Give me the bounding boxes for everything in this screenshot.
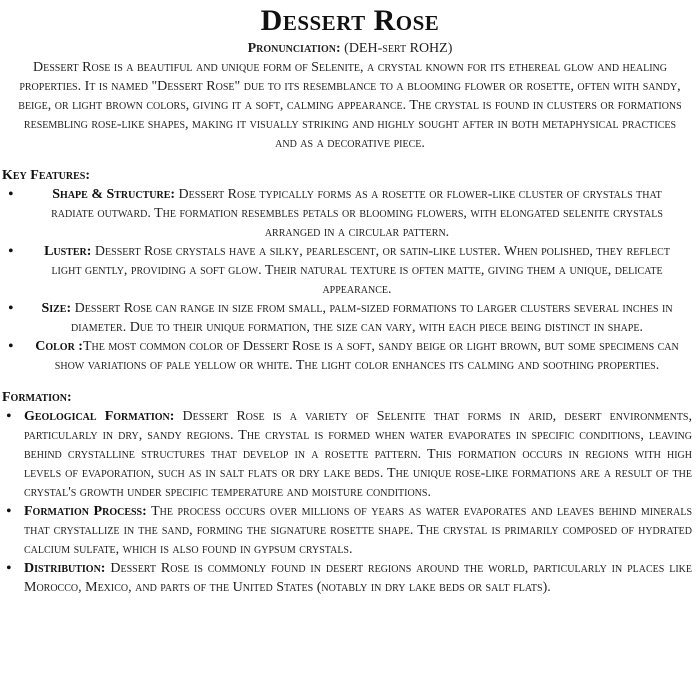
bullet-icon: •	[8, 243, 14, 260]
formation-text: The process occurs over millions of years as water evaporates and leaves behind minerals that crystallize in the sand, forming the signature rosette shape. The crystal is primarily composed of hydrated calcium sulfate, which is also found in gypsum crystals.	[24, 504, 693, 557]
bullet-icon: •	[6, 503, 12, 520]
formation-distribution	[6, 559, 692, 597]
formation-geological	[6, 407, 692, 502]
bullet-icon: •	[8, 338, 14, 355]
feature-text: Dessert Rose can range in size from small, palm-sized formations to larger clusters several inches in diameter. Due to their unique formation, the size can vary, with each piece being distinct in shape.	[71, 301, 673, 335]
formation-label: Geological Formation:	[24, 409, 175, 424]
intro-paragraph: Dessert Rose is a beautiful and unique form of Selenite, a crystal known for its ethereal glow and healing properties. It is named "Dessert Rose" due to its resemblance to a blooming flower or rosette, often with sandy, beige, or light brown colors, giving it a soft, calming appearance. The crystal is found in clusters or formations resembling rose-like shapes, making it visually striking and highly sought after in both metaphysical practices and as a decorative piece.	[18, 60, 682, 151]
formation-heading: Formation:	[2, 390, 72, 405]
pronunciation-label: Pronunciation:	[247, 41, 341, 56]
key-feature-luster	[8, 242, 684, 299]
formation-text: Dessert Rose is a variety of Selenite that forms in arid, desert environments, particularly in dry, sandy regions. The crystal is formed when water evaporates in specific conditions, leaving behind crystalline structures that develop in a rosette pattern. This formation occurs in regions with high levels of evaporation, such as in salt flats or dry lake beds. The unique rose-like formations are a result of the crystal's growth under specific temperature and moisture conditions.	[24, 409, 692, 500]
key-feature-shape-structure	[8, 185, 684, 242]
feature-text: The most common color of Dessert Rose is a soft, sandy beige or light brown, but some specimens can show variations of pale yellow or white. The light color enhances its calming and soothing properties.	[54, 339, 679, 373]
key-feature-color	[8, 337, 684, 375]
feature-text: Dessert Rose typically forms as a rosette or flower-like cluster of crystals that radiate outward. The formation resembles petals or blooming flowers, with elongated selenite crystals arranged in a circular pattern.	[51, 187, 663, 240]
formation-label: Distribution:	[24, 561, 106, 576]
formation-list	[0, 407, 700, 597]
page-title: Dessert Rose	[260, 4, 440, 37]
formation-text: Dessert Rose is commonly found in desert regions around the world, particularly in places like Morocco, Mexico, and parts of the United States (notably in dry lake beds or salt flats).	[24, 561, 692, 595]
feature-label: Shape & Structure:	[52, 187, 176, 202]
feature-label: Luster:	[44, 244, 92, 259]
pronunciation-line	[0, 40, 700, 58]
feature-label: Size:	[41, 301, 72, 316]
pronunciation-value: (DEH-sert ROHZ)	[340, 41, 453, 56]
bullet-icon: •	[8, 300, 14, 317]
key-features-list	[0, 185, 700, 375]
formation-label: Formation Process:	[24, 504, 147, 519]
bullet-icon: •	[6, 408, 12, 425]
formation-process	[6, 502, 693, 559]
feature-label: Color :	[35, 339, 83, 354]
bullet-icon: •	[6, 560, 12, 577]
feature-text: Dessert Rose crystals have a silky, pearlescent, or satin-like luster. When polished, they reflect light gently, providing a soft glow. Their natural texture is often matte, giving them a unique, delicate appearance.	[51, 244, 670, 297]
key-feature-size	[8, 299, 684, 337]
bullet-icon: •	[8, 186, 14, 203]
key-features-heading: Key Features:	[2, 168, 90, 183]
